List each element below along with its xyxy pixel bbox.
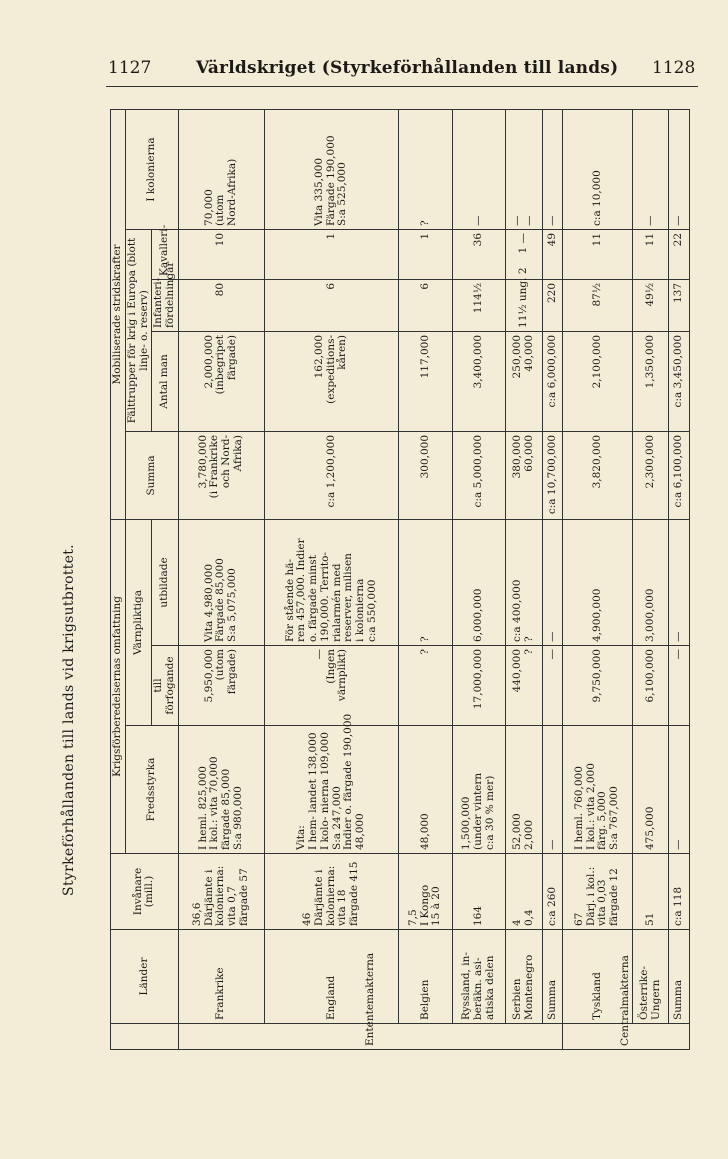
country-name <box>505 930 542 1024</box>
colonies-cell <box>563 109 633 229</box>
colonies-cell-line: (utom <box>214 194 227 226</box>
header-kavalleri-label: Kavalleri- <box>158 224 171 276</box>
conscripts-trained-cell <box>505 519 542 645</box>
population-cell-line: vita 0,7 <box>226 886 239 926</box>
cavalry-divisions-cell: 11 <box>563 229 633 279</box>
mobilized-sum-cell <box>505 431 542 519</box>
conscripts-available-cell <box>505 646 542 726</box>
conscripts-available-cell-line: (Ingen <box>324 649 337 684</box>
country-name-line: Tyskland <box>590 972 603 1020</box>
group-label: Ententemakterna <box>178 1024 562 1050</box>
conscripts-available-cell-line: (utom <box>214 649 227 681</box>
conscripts-available-cell-line: 6,100,000 <box>643 649 656 703</box>
page-number-right: 1128 <box>652 58 696 78</box>
conscripts-available-cell-line: 9,750,000 <box>590 649 603 703</box>
population-cell-line: kolonierna: <box>214 865 227 926</box>
conscripts-available-cell-line: 17,000,000 <box>471 649 484 710</box>
mobilized-sum-cell-line: 3,780,000 <box>196 434 209 489</box>
peace-strength-cell-line: 1,500,000 <box>460 796 473 850</box>
field-troops-cell-line: 162,000 <box>312 334 325 379</box>
conscripts-trained-cell <box>452 519 505 645</box>
mobilized-sum-cell-line: 2,300,000 <box>643 434 656 489</box>
population-cell <box>632 854 669 930</box>
sum-cavalry: 22 <box>669 229 690 279</box>
conscripts-available-cell <box>264 646 399 726</box>
conscripts-available-cell <box>632 646 669 726</box>
cavalry-divisions-cell: 36 <box>452 229 505 279</box>
conscripts-available-cell-line: 5,950,000 <box>202 649 215 703</box>
field-troops-cell-line: 1,350,000 <box>643 334 656 389</box>
conscripts-trained-cell-line: Färgade 85,000 <box>214 558 227 642</box>
colonies-cell-line: 70,000 <box>202 189 215 226</box>
peace-strength-cell-line: c:a 30 % mer) <box>483 775 496 850</box>
colonies-cell <box>505 109 542 229</box>
table-row <box>399 109 452 1049</box>
field-troops-cell-line: 2,000,000 <box>202 334 215 389</box>
peace-strength-cell-line: I heml. 760,000 <box>572 766 585 850</box>
conscripts-trained-cell-line: 4,900,000 <box>590 588 603 642</box>
country-name <box>264 930 399 1024</box>
population-cell-line: 164 <box>471 905 484 926</box>
country-name-line: Frankrike <box>214 967 227 1020</box>
cavalry-divisions-cell: 1 <box>264 229 399 279</box>
page-number-left: 1127 <box>108 58 152 78</box>
field-troops-cell-line: färgade) <box>226 334 239 381</box>
field-troops-cell <box>178 331 264 431</box>
mobilized-sum-cell <box>264 431 399 519</box>
peace-strength-cell-line: (under vintern <box>471 772 484 850</box>
sum-label: Summa <box>669 930 690 1024</box>
table-row <box>505 109 542 1049</box>
peace-strength-cell-line: 2,000 <box>522 819 535 850</box>
conscripts-available-cell <box>178 646 264 726</box>
sum-field-troops: c:a 3,450,000 <box>669 331 690 431</box>
sum-infantry: 220 <box>542 279 563 331</box>
sum-conscripts-available: — <box>542 646 563 726</box>
country-name-line: atiska delen <box>483 955 496 1020</box>
sum-colonies: — <box>669 109 690 229</box>
field-troops-cell-line: 3,400,000 <box>471 334 484 389</box>
colonies-cell <box>178 109 264 229</box>
colonies-cell-line: — <box>643 215 656 226</box>
field-troops-cell <box>632 331 669 431</box>
table-row <box>452 109 505 1049</box>
sum-peace-strength: — <box>542 726 563 854</box>
field-troops-cell-line: kåren) <box>336 334 349 370</box>
cavalry-divisions-cell: 1 — <box>505 229 542 279</box>
population-cell <box>264 854 399 930</box>
peace-strength-cell-line: 52,000 <box>510 813 523 850</box>
colonies-cell <box>452 109 505 229</box>
mobilized-sum-cell-line: c:a 5,000,000 <box>471 434 484 508</box>
header-infanteri <box>152 261 179 331</box>
mobilized-sum-cell <box>632 431 669 519</box>
peace-strength-cell <box>563 726 633 854</box>
colonies-cell <box>632 109 669 229</box>
colonies-cell-line: — <box>471 215 484 226</box>
colonies-cell-line: Vita 335,000 <box>312 157 325 226</box>
conscripts-trained-cell <box>399 519 452 645</box>
header-utbildade: utbildade <box>152 519 179 645</box>
field-troops-cell <box>452 331 505 431</box>
peace-strength-cell-line: färgade 85,000 <box>220 768 233 850</box>
peace-strength-cell-line: Indier o. färgade 190,000 <box>342 713 355 850</box>
conscripts-trained-cell-line: c:a 400,000 <box>510 579 523 642</box>
country-name-line: Österrike- <box>637 966 650 1020</box>
country-name-line: beräkn. asi- <box>471 957 484 1020</box>
header-summa: Summa <box>125 431 178 519</box>
peace-strength-cell <box>264 713 399 854</box>
population-cell <box>452 854 505 930</box>
peace-strength-cell <box>505 726 542 854</box>
sum-colonies: — <box>542 109 563 229</box>
population-cell-line: 36,6 <box>190 902 203 926</box>
mobilized-sum-cell-line: (i Frankrike <box>208 434 221 499</box>
infantry-divisions-cell: 49½ <box>632 279 669 331</box>
sum-conscripts-trained: — <box>542 519 563 645</box>
infantry-divisions-cell: 11½ ung. 2 <box>505 279 542 331</box>
corner-cell <box>111 1024 179 1050</box>
population-cell <box>505 854 542 930</box>
colonies-cell-line: S:a 525,000 <box>336 162 349 226</box>
country-name-line: Serbien <box>510 978 523 1020</box>
peace-strength-cell-line: I kol.: vita 70,000 <box>208 756 221 850</box>
sum-population: c:a 260 <box>542 854 563 930</box>
population-cell-line: 15 à 20 <box>430 886 443 926</box>
peace-strength-cell-line: S:a 767,000 <box>608 786 621 850</box>
colonies-cell-line: — <box>510 215 523 226</box>
sum-row <box>542 109 563 1049</box>
running-title: Världskriget (Styrkeförhållanden till lands) <box>196 58 619 78</box>
peace-strength-cell-line: S:a 980,000 <box>231 786 244 850</box>
conscripts-trained-cell-line: Vita 4,980,000 <box>202 563 215 642</box>
conscripts-available-cell <box>452 646 505 726</box>
infantry-divisions-cell: 80 <box>178 279 264 331</box>
conscripts-trained-cell-line: S:a 5,075,000 <box>226 568 239 642</box>
colonies-cell <box>399 109 452 229</box>
field-troops-cell <box>264 331 399 431</box>
colonies-cell <box>264 109 399 229</box>
cavalry-divisions-cell: 1 <box>399 229 452 279</box>
peace-strength-cell <box>178 726 264 854</box>
header-fordelningar-label: fördelningar <box>164 261 176 328</box>
population-cell-line: 4 <box>510 919 523 926</box>
central-body <box>563 109 690 1049</box>
peace-strength-cell-line: I kolo- nierna 109,000 <box>318 732 331 850</box>
population-cell <box>563 854 633 930</box>
cavalry-divisions-cell: 10 <box>178 229 264 279</box>
mobilized-sum-cell-line: 60,000 <box>522 434 535 472</box>
peace-strength-cell-line: I kol.: vita 2,000 <box>584 763 597 850</box>
sum-mobilized: c:a 10,700,000 <box>542 431 563 519</box>
population-cell-line: färgade 415 <box>348 861 361 926</box>
conscripts-available-cell <box>399 646 452 726</box>
infantry-divisions-cell: 114½ <box>452 279 505 331</box>
population-cell-line: Därjämte i <box>312 869 325 926</box>
country-name <box>632 930 669 1024</box>
colonies-cell-line: ? <box>418 220 431 226</box>
conscripts-trained-cell-line: rialarmén med <box>330 563 343 642</box>
peace-strength-cell-line: Vita: <box>295 825 308 850</box>
population-cell-line: vita 0,03 <box>596 879 609 926</box>
field-troops-cell-line: 40,000 <box>522 334 535 372</box>
population-cell-line: 67 <box>572 912 585 926</box>
peace-strength-cell-line: färg. 5,000 <box>596 791 609 850</box>
field-troops-cell-line: (inbegripet <box>214 334 227 395</box>
conscripts-trained-cell <box>178 519 264 645</box>
peace-strength-cell-line: I heml. 825,000 <box>196 766 209 850</box>
peace-strength-cell <box>452 726 505 854</box>
field-troops-cell <box>563 331 633 431</box>
header-invanare: Invånare (mill.) <box>111 854 179 930</box>
table-caption: Styrkeförhållanden till lands vid krigsutbrottet. <box>61 544 77 896</box>
conscripts-trained-cell-line: För stående hä- <box>283 558 296 642</box>
sum-row <box>669 109 690 1049</box>
population-cell-line: färgade 57 <box>237 868 250 926</box>
sum-conscripts-available: — <box>669 646 690 726</box>
conscripts-trained-cell-line: 190,000. Territo- <box>318 552 331 642</box>
conscripts-trained-cell <box>264 519 399 645</box>
country-name <box>452 930 505 1024</box>
mobilized-sum-cell <box>178 431 264 519</box>
conscripts-trained-cell-line: 3,000,000 <box>643 588 656 642</box>
country-name-line: Ryssland, in- <box>460 952 473 1020</box>
header-mobiliserade: Mobiliserade stridskrafter <box>111 109 126 519</box>
table-row <box>264 109 399 1049</box>
mobilized-sum-cell-line: och Nord- <box>220 434 233 489</box>
mobilized-sum-cell <box>563 431 633 519</box>
population-cell <box>399 854 452 930</box>
sum-population: c:a 118 <box>669 854 690 930</box>
header-kolonierna: I kolonierna <box>125 109 178 229</box>
table-row <box>178 109 264 1049</box>
country-name-line: Ungern <box>649 979 662 1020</box>
rotated-table-wrapper <box>110 110 690 1050</box>
field-troops-cell-line: 250,000 <box>510 334 523 379</box>
country-name-line: Montenegro <box>522 954 535 1020</box>
conscripts-available-cell-line: 440,000 <box>510 649 523 693</box>
conscripts-trained-cell <box>563 519 633 645</box>
population-cell-line: Därj. i kol.: <box>584 866 597 926</box>
conscripts-trained-cell-line: i kolonierna <box>354 578 367 642</box>
table-row <box>632 109 669 1049</box>
sum-infantry: 137 <box>669 279 690 331</box>
group-label: Centralmakterna <box>563 1024 690 1050</box>
sum-conscripts-trained: — <box>669 519 690 645</box>
colonies-cell-line: Färgade 190,000 <box>324 135 337 226</box>
mobilized-sum-cell-line: Afrika) <box>231 434 244 472</box>
population-cell-line: 51 <box>643 912 656 926</box>
conscripts-available-cell <box>563 646 633 726</box>
country-name-line: England <box>324 975 337 1020</box>
peace-strength-cell-line: 48,000 <box>418 813 431 850</box>
header-falttrupper: Fälttrupper för krig i Europa (blott linje- o. reserv) <box>125 229 152 431</box>
header-rule <box>106 86 698 87</box>
conscripts-trained-cell-line: ren 457,000. Indier <box>295 538 308 642</box>
conscripts-available-cell-line: ? <box>522 649 535 655</box>
conscripts-available-cell-line: färgade) <box>226 649 239 695</box>
conscripts-trained-cell-line: o. färgade minst <box>307 555 320 642</box>
header-krigsforberedelser: Krigsförberedelsernas omfattning <box>111 519 126 853</box>
mobilized-sum-cell <box>452 431 505 519</box>
field-troops-cell-line: 2,100,000 <box>590 334 603 389</box>
mobilized-sum-cell-line: 300,000 <box>418 434 431 479</box>
sum-peace-strength: — <box>669 726 690 854</box>
infantry-divisions-cell: 6 <box>399 279 452 331</box>
conscripts-trained-cell <box>632 519 669 645</box>
mobilized-sum-cell-line: 380,000 <box>510 434 523 479</box>
peace-strength-cell-line: S:a 247,000 <box>330 786 343 850</box>
infantry-divisions-cell: 87½ <box>563 279 633 331</box>
conscripts-available-cell-line: värnplikt) <box>336 649 349 702</box>
table-row <box>563 109 633 1049</box>
mobilized-sum-cell-line: 3,820,000 <box>590 434 603 489</box>
peace-strength-cell <box>632 726 669 854</box>
peace-strength-cell <box>399 726 452 854</box>
peace-strength-cell-line: 475,000 <box>643 806 656 850</box>
country-name <box>399 930 452 1024</box>
conscripts-trained-cell-line: c:a 550,000 <box>365 579 378 642</box>
infantry-divisions-cell: 6 <box>264 279 399 331</box>
population-cell-line: kolonierna: <box>324 865 337 926</box>
country-name <box>178 930 264 1024</box>
sum-label: Summa <box>542 930 563 1024</box>
header-antal-man: Antal man <box>152 331 179 431</box>
header-infanteri-label: Infanteri- <box>152 277 165 328</box>
conscripts-trained-cell-line: ? <box>522 636 535 642</box>
mobilized-sum-cell-line: c:a 1,200,000 <box>324 434 337 508</box>
mobilized-sum-cell <box>399 431 452 519</box>
header-till-forfogande: till förfogande <box>152 646 179 726</box>
population-cell-line: 0,4 <box>522 909 535 926</box>
conscripts-trained-cell-line: reserver, milisen <box>342 553 355 642</box>
table-head <box>111 109 179 1049</box>
sum-field-troops: c:a 6,000,000 <box>542 331 563 431</box>
peace-strength-cell-line: 48,000 <box>354 813 367 850</box>
header-lander: Länder <box>111 930 179 1024</box>
conscripts-trained-cell-line: ? <box>418 636 431 642</box>
cavalry-divisions-cell: 11 <box>632 229 669 279</box>
field-troops-cell-line: (expeditions- <box>324 334 337 404</box>
population-cell-line: I Kongo <box>418 884 431 926</box>
entente-body <box>178 109 562 1049</box>
colonies-cell-line: Nord-Afrika) <box>226 158 239 226</box>
forces-table <box>110 109 690 1050</box>
field-troops-cell <box>505 331 542 431</box>
conscripts-available-cell-line: ? <box>418 649 431 655</box>
population-cell-line: vita 18 <box>336 889 349 926</box>
population-cell-line: Därjämte i <box>202 869 215 926</box>
field-troops-cell <box>399 331 452 431</box>
peace-strength-cell-line: I hem- landet 138,000 <box>307 732 320 850</box>
colonies-cell-line: — <box>522 215 535 226</box>
country-name-line: Belgien <box>418 979 431 1020</box>
sum-mobilized: c:a 6,100,000 <box>669 431 690 519</box>
population-cell-line: 7,5 <box>406 909 419 926</box>
sum-cavalry: 49 <box>542 229 563 279</box>
conscripts-trained-cell-line: 6,000,000 <box>471 588 484 642</box>
population-cell <box>178 854 264 930</box>
header-varnpliktiga: Värnpliktiga <box>125 519 152 725</box>
population-cell-line: 46 <box>301 912 314 926</box>
field-troops-cell-line: 117,000 <box>418 334 431 379</box>
colonies-cell-line: c:a 10,000 <box>590 170 603 226</box>
population-cell-line: färgade 12 <box>608 868 621 926</box>
header-fredsstyrka: Fredsstyrka <box>125 726 178 854</box>
conscripts-available-cell-line: — <box>312 649 325 660</box>
